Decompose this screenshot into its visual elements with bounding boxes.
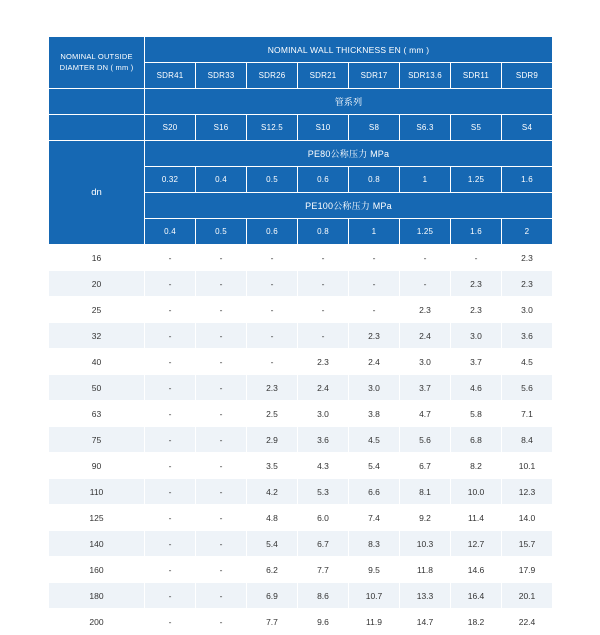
row-value: - — [298, 323, 349, 349]
pe100-cell-6: 1.6 — [451, 219, 502, 245]
row-dn: 200 — [49, 609, 145, 635]
row-value: - — [196, 583, 247, 609]
row-value: 14.6 — [451, 557, 502, 583]
row-value: 3.0 — [298, 401, 349, 427]
dn-label-cell: dn — [49, 141, 145, 245]
row-value: - — [145, 375, 196, 401]
row-value: 10.7 — [349, 583, 400, 609]
sdr-cell-3: SDR21 — [298, 63, 349, 89]
sdr-cell-6: SDR11 — [451, 63, 502, 89]
row-value: - — [145, 245, 196, 271]
table-row — [49, 453, 553, 479]
row-value: - — [298, 271, 349, 297]
row-value: 8.3 — [349, 531, 400, 557]
pe100-cell-5: 1.25 — [400, 219, 451, 245]
table-row — [49, 271, 553, 297]
pe80-cell-5: 1 — [400, 167, 451, 193]
row-value: - — [145, 323, 196, 349]
series-cell-0: S20 — [145, 115, 196, 141]
row-value: 7.4 — [349, 505, 400, 531]
row-value: 2.5 — [247, 401, 298, 427]
row-value: 2.3 — [349, 323, 400, 349]
row-value: 11.4 — [451, 505, 502, 531]
row-value: 22.4 — [502, 609, 553, 635]
wall-thickness-title-cell: NOMINAL WALL THICKNESS EN ( mm ) — [145, 37, 553, 63]
row-value: - — [196, 479, 247, 505]
corner-header-line2: DIAMTER DN ( mm ) — [59, 62, 134, 72]
row-value: 6.7 — [400, 453, 451, 479]
sdr-cell-4: SDR17 — [349, 63, 400, 89]
table-row — [49, 531, 553, 557]
row-value: - — [196, 245, 247, 271]
row-value: 14.7 — [400, 609, 451, 635]
row-value: - — [145, 349, 196, 375]
row-value: - — [145, 271, 196, 297]
table-row — [49, 609, 553, 635]
row-value: 13.3 — [400, 583, 451, 609]
row-value: 6.7 — [298, 531, 349, 557]
pe100-cell-2: 0.6 — [247, 219, 298, 245]
row-value: 6.2 — [247, 557, 298, 583]
row-value: 8.4 — [502, 427, 553, 453]
row-value: 2.3 — [400, 297, 451, 323]
row-value: 3.5 — [247, 453, 298, 479]
row-dn: 110 — [49, 479, 145, 505]
row-value: 3.0 — [451, 323, 502, 349]
row-value: 10.0 — [451, 479, 502, 505]
row-value: 20.1 — [502, 583, 553, 609]
pe80-cell-1: 0.4 — [196, 167, 247, 193]
row-value: 2.3 — [502, 245, 553, 271]
pe100-cell-7: 2 — [502, 219, 553, 245]
row-dn: 160 — [49, 557, 145, 583]
row-value: 4.2 — [247, 479, 298, 505]
row-value: 15.7 — [502, 531, 553, 557]
row-value: 2.9 — [247, 427, 298, 453]
table-header-row-series-title — [49, 89, 553, 115]
row-value: 4.8 — [247, 505, 298, 531]
row-value: 2.3 — [502, 271, 553, 297]
pe80-cell-4: 0.8 — [349, 167, 400, 193]
row-value: 3.6 — [298, 427, 349, 453]
series-title-spacer — [49, 89, 145, 115]
row-value: - — [247, 349, 298, 375]
pe100-cell-1: 0.5 — [196, 219, 247, 245]
row-value: - — [349, 245, 400, 271]
table-header-row-series — [49, 115, 553, 141]
row-value: 7.7 — [298, 557, 349, 583]
row-value: - — [298, 297, 349, 323]
row-value: 8.6 — [298, 583, 349, 609]
row-value: 9.2 — [400, 505, 451, 531]
pe100-title-cell: PE100公称压力 MPa — [145, 193, 553, 219]
row-value: 2.4 — [349, 349, 400, 375]
row-value: - — [145, 557, 196, 583]
table-row — [49, 297, 553, 323]
row-value: 7.7 — [247, 609, 298, 635]
row-value: 18.2 — [451, 609, 502, 635]
row-dn: 63 — [49, 401, 145, 427]
corner-header-line1: NOMINAL OUTSIDE — [60, 52, 133, 62]
row-value: - — [247, 323, 298, 349]
series-row-spacer — [49, 115, 145, 141]
row-value: 9.6 — [298, 609, 349, 635]
row-dn: 16 — [49, 245, 145, 271]
table-row — [49, 505, 553, 531]
row-value: 12.7 — [451, 531, 502, 557]
row-value: 5.6 — [400, 427, 451, 453]
row-value: 4.5 — [349, 427, 400, 453]
row-value: 3.6 — [502, 323, 553, 349]
row-dn: 140 — [49, 531, 145, 557]
row-value: 3.8 — [349, 401, 400, 427]
row-value: 5.4 — [349, 453, 400, 479]
row-dn: 25 — [49, 297, 145, 323]
sdr-cell-1: SDR33 — [196, 63, 247, 89]
row-value: 3.0 — [400, 349, 451, 375]
series-cell-7: S4 — [502, 115, 553, 141]
row-value: 4.6 — [451, 375, 502, 401]
row-value: 6.9 — [247, 583, 298, 609]
row-value: - — [145, 583, 196, 609]
table-row — [49, 323, 553, 349]
table-row — [49, 375, 553, 401]
row-value: - — [196, 505, 247, 531]
row-value: - — [196, 427, 247, 453]
series-cell-6: S5 — [451, 115, 502, 141]
row-value: 11.8 — [400, 557, 451, 583]
series-cell-5: S6.3 — [400, 115, 451, 141]
row-value: - — [145, 505, 196, 531]
row-dn: 40 — [49, 349, 145, 375]
row-value: - — [145, 427, 196, 453]
row-value: 4.5 — [502, 349, 553, 375]
sdr-cell-2: SDR26 — [247, 63, 298, 89]
row-value: - — [196, 401, 247, 427]
row-value: - — [298, 245, 349, 271]
series-cell-1: S16 — [196, 115, 247, 141]
row-value: - — [145, 453, 196, 479]
pipe-wall-thickness-table — [48, 36, 553, 635]
row-value: 17.9 — [502, 557, 553, 583]
row-value: - — [196, 271, 247, 297]
row-value: 16.4 — [451, 583, 502, 609]
row-value: 6.8 — [451, 427, 502, 453]
row-dn: 32 — [49, 323, 145, 349]
table-header-row-title — [49, 37, 553, 63]
row-dn: 125 — [49, 505, 145, 531]
pe80-cell-3: 0.6 — [298, 167, 349, 193]
row-value: 10.3 — [400, 531, 451, 557]
row-value: - — [145, 479, 196, 505]
table-row — [49, 401, 553, 427]
row-value: - — [196, 531, 247, 557]
table-row — [49, 583, 553, 609]
row-value: - — [247, 271, 298, 297]
row-value: 2.3 — [451, 271, 502, 297]
row-value: - — [400, 245, 451, 271]
pe100-cell-3: 0.8 — [298, 219, 349, 245]
row-value: 5.8 — [451, 401, 502, 427]
row-value: - — [145, 531, 196, 557]
row-value: 2.3 — [451, 297, 502, 323]
table-row — [49, 349, 553, 375]
row-value: 2.3 — [298, 349, 349, 375]
sdr-cell-5: SDR13.6 — [400, 63, 451, 89]
row-dn: 180 — [49, 583, 145, 609]
row-value: - — [349, 297, 400, 323]
row-value: - — [145, 401, 196, 427]
row-value: - — [196, 297, 247, 323]
row-value: - — [145, 609, 196, 635]
row-value: 3.7 — [400, 375, 451, 401]
row-value: 9.5 — [349, 557, 400, 583]
row-value: - — [349, 271, 400, 297]
row-value: - — [196, 375, 247, 401]
row-value: 2.4 — [400, 323, 451, 349]
series-cell-4: S8 — [349, 115, 400, 141]
table-row — [49, 245, 553, 271]
row-value: 5.6 — [502, 375, 553, 401]
row-value: 2.3 — [247, 375, 298, 401]
pe80-cell-7: 1.6 — [502, 167, 553, 193]
row-value: 5.4 — [247, 531, 298, 557]
row-value: - — [196, 609, 247, 635]
pe80-title-cell: PE80公称压力 MPa — [145, 141, 553, 167]
row-value: 8.1 — [400, 479, 451, 505]
row-value: - — [196, 323, 247, 349]
row-value: - — [247, 297, 298, 323]
table-row — [49, 557, 553, 583]
row-dn: 20 — [49, 271, 145, 297]
row-value: 2.4 — [298, 375, 349, 401]
row-value: 3.7 — [451, 349, 502, 375]
pe80-cell-2: 0.5 — [247, 167, 298, 193]
row-value: 10.1 — [502, 453, 553, 479]
row-dn: 90 — [49, 453, 145, 479]
table-header-row-pe80-title — [49, 141, 553, 167]
series-title-cell: 管系列 — [145, 89, 553, 115]
table-row — [49, 427, 553, 453]
row-value: - — [196, 453, 247, 479]
row-value: 7.1 — [502, 401, 553, 427]
row-dn: 75 — [49, 427, 145, 453]
row-value: - — [451, 245, 502, 271]
row-value: 12.3 — [502, 479, 553, 505]
pe100-cell-0: 0.4 — [145, 219, 196, 245]
sdr-cell-0: SDR41 — [145, 63, 196, 89]
pe100-cell-4: 1 — [349, 219, 400, 245]
row-value: - — [196, 557, 247, 583]
series-cell-3: S10 — [298, 115, 349, 141]
row-value: 5.3 — [298, 479, 349, 505]
row-value: 6.6 — [349, 479, 400, 505]
row-value: 3.0 — [502, 297, 553, 323]
row-value: - — [196, 349, 247, 375]
row-value: 14.0 — [502, 505, 553, 531]
series-cell-2: S12.5 — [247, 115, 298, 141]
table-row — [49, 479, 553, 505]
row-value: 6.0 — [298, 505, 349, 531]
row-value: 4.3 — [298, 453, 349, 479]
row-value: 11.9 — [349, 609, 400, 635]
row-value: 8.2 — [451, 453, 502, 479]
pe80-cell-0: 0.32 — [145, 167, 196, 193]
sdr-cell-7: SDR9 — [502, 63, 553, 89]
corner-header-cell — [49, 37, 145, 89]
row-value: - — [400, 271, 451, 297]
row-value: - — [145, 297, 196, 323]
pe80-cell-6: 1.25 — [451, 167, 502, 193]
row-value: 3.0 — [349, 375, 400, 401]
row-value: - — [247, 245, 298, 271]
row-value: 4.7 — [400, 401, 451, 427]
row-dn: 50 — [49, 375, 145, 401]
